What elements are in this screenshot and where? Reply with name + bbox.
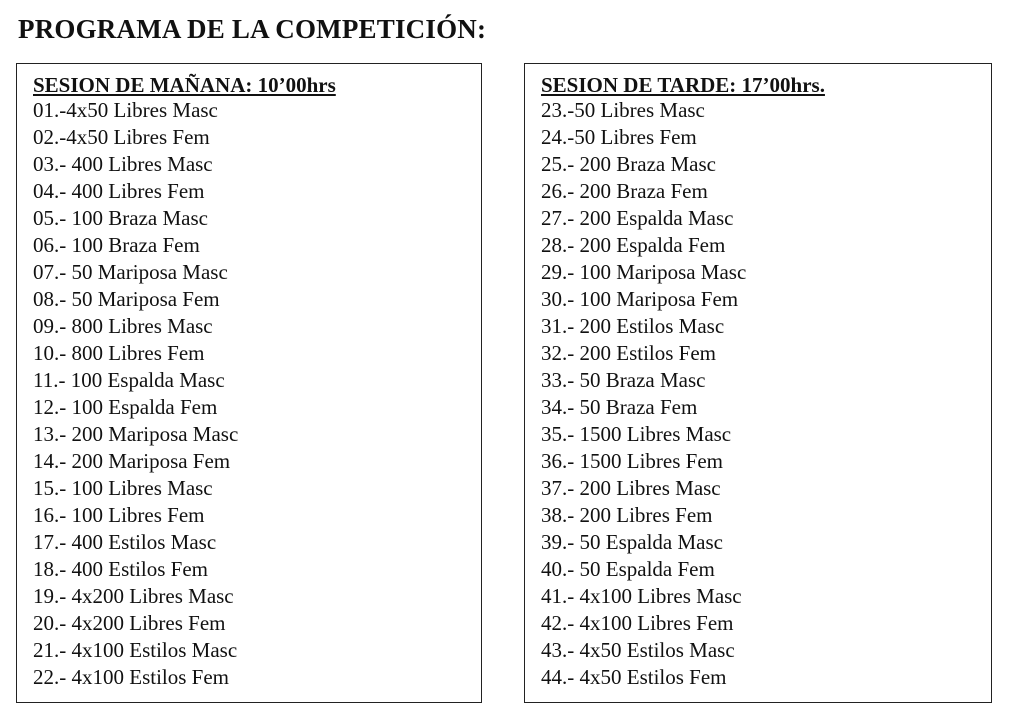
- event-item: 43.- 4x50 Estilos Masc: [541, 638, 735, 662]
- event-item: 04.- 400 Libres Fem: [33, 179, 205, 203]
- event-item: 27.- 200 Espalda Masc: [541, 206, 734, 230]
- event-item: 02.-4x50 Libres Fem: [33, 125, 210, 149]
- event-item: 30.- 100 Mariposa Fem: [541, 287, 739, 311]
- event-item: 21.- 4x100 Estilos Masc: [33, 638, 238, 662]
- event-item: 13.- 200 Mariposa Masc: [33, 422, 239, 446]
- event-item: 18.- 400 Estilos Fem: [33, 557, 209, 581]
- event-item: 22.- 4x100 Estilos Fem: [33, 665, 230, 689]
- event-item: 08.- 50 Mariposa Fem: [33, 287, 220, 311]
- event-item: 38.- 200 Libres Fem: [541, 503, 713, 527]
- event-item: 37.- 200 Libres Masc: [541, 476, 721, 500]
- event-item: 29.- 100 Mariposa Masc: [541, 260, 747, 284]
- event-item: 44.- 4x50 Estilos Fem: [541, 665, 727, 689]
- event-item: 17.- 400 Estilos Masc: [33, 530, 217, 554]
- afternoon-session-box: [524, 63, 992, 703]
- event-item: 10.- 800 Libres Fem: [33, 341, 205, 365]
- event-item: 28.- 200 Espalda Fem: [541, 233, 726, 257]
- event-item: 07.- 50 Mariposa Masc: [33, 260, 228, 284]
- event-item: 05.- 100 Braza Masc: [33, 206, 208, 230]
- event-item: 39.- 50 Espalda Masc: [541, 530, 723, 554]
- event-item: 25.- 200 Braza Masc: [541, 152, 716, 176]
- event-item: 23.-50 Libres Masc: [541, 98, 705, 122]
- morning-session-box: [16, 63, 482, 703]
- morning-event-list: [33, 97, 481, 691]
- page-title: PROGRAMA DE LA COMPETICIÓN:: [18, 14, 487, 44]
- event-item: 42.- 4x100 Libres Fem: [541, 611, 734, 635]
- event-item: 14.- 200 Mariposa Fem: [33, 449, 231, 473]
- event-item: 35.- 1500 Libres Masc: [541, 422, 732, 446]
- event-item: 36.- 1500 Libres Fem: [541, 449, 723, 473]
- event-item: 32.- 200 Estilos Fem: [541, 341, 717, 365]
- event-item: 03.- 400 Libres Masc: [33, 152, 213, 176]
- event-item: 31.- 200 Estilos Masc: [541, 314, 725, 338]
- event-item: 34.- 50 Braza Fem: [541, 395, 698, 419]
- event-item: 11.- 100 Espalda Masc: [33, 368, 225, 392]
- event-item: 12.- 100 Espalda Fem: [33, 395, 218, 419]
- event-item: 06.- 100 Braza Fem: [33, 233, 200, 257]
- event-item: 41.- 4x100 Libres Masc: [541, 584, 742, 608]
- event-item: 01.-4x50 Libres Masc: [33, 98, 218, 122]
- event-item: 15.- 100 Libres Masc: [33, 476, 213, 500]
- event-item: 24.-50 Libres Fem: [541, 125, 697, 149]
- event-item: 16.- 100 Libres Fem: [33, 503, 205, 527]
- afternoon-event-list: [541, 97, 991, 691]
- afternoon-session-heading: SESION DE TARDE: 17’00hrs.: [541, 73, 825, 97]
- event-item: 33.- 50 Braza Masc: [541, 368, 706, 392]
- event-item: 09.- 800 Libres Masc: [33, 314, 213, 338]
- event-item: 40.- 50 Espalda Fem: [541, 557, 715, 581]
- event-item: 20.- 4x200 Libres Fem: [33, 611, 226, 635]
- event-item: 19.- 4x200 Libres Masc: [33, 584, 234, 608]
- morning-session-heading: SESION DE MAÑANA: 10’00hrs: [33, 73, 336, 97]
- event-item: 26.- 200 Braza Fem: [541, 179, 708, 203]
